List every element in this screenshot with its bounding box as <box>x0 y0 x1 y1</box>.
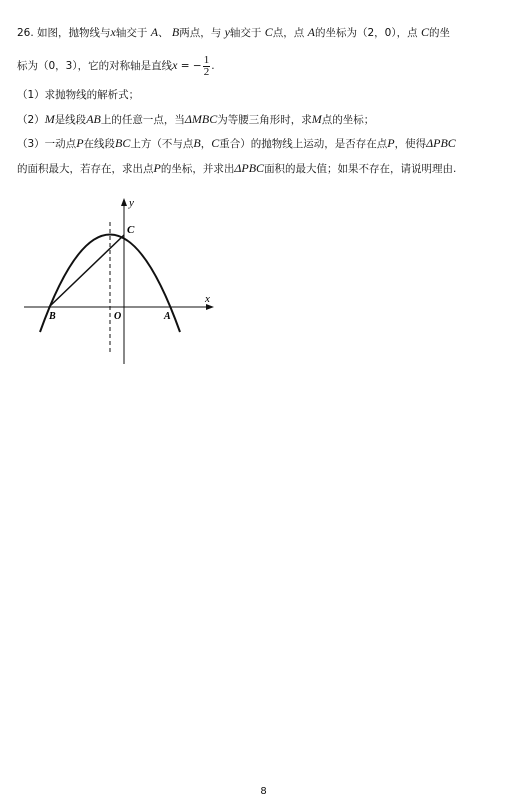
label-c: C <box>127 224 135 236</box>
label-y: y <box>129 197 134 209</box>
parabola-figure <box>20 192 220 372</box>
problem-statement-line-2: 标为（0，3），它的对称轴是直线x = − $\frac{1}{2}$ . <box>17 53 215 78</box>
label-o: O <box>114 311 122 322</box>
fraction-one-half: $\frac{1}{2}$ <box>203 53 210 78</box>
question-2: （2）M是线段AB上的任意一点，当ΔMBC为等腰三角形时，求M点的坐标； <box>17 112 375 126</box>
question-3-line-2: 的面积最大，若存在，求出点P的坐标，并求出ΔPBC面积的最大值；如果不存在，请说明理由. <box>17 161 457 175</box>
label-x: x <box>205 293 210 305</box>
question-1: （1）求抛物线的解析式； <box>17 89 140 101</box>
y-axis-arrow <box>121 198 127 206</box>
page-number: 8 <box>260 786 267 797</box>
label-b: B <box>49 311 56 322</box>
problem-statement-line-1: 26. 如图，抛物线与x轴交于 A、 B两点，与 y轴交于 C点，点 A的坐标为（2，0），点 C的坐 <box>17 25 450 39</box>
label-a: A <box>164 311 171 322</box>
question-3-line-1: （3）一动点P在线段BC上方（不与点B，C重合）的抛物线上运动，是否存在点P，使得ΔPBC <box>17 136 456 150</box>
